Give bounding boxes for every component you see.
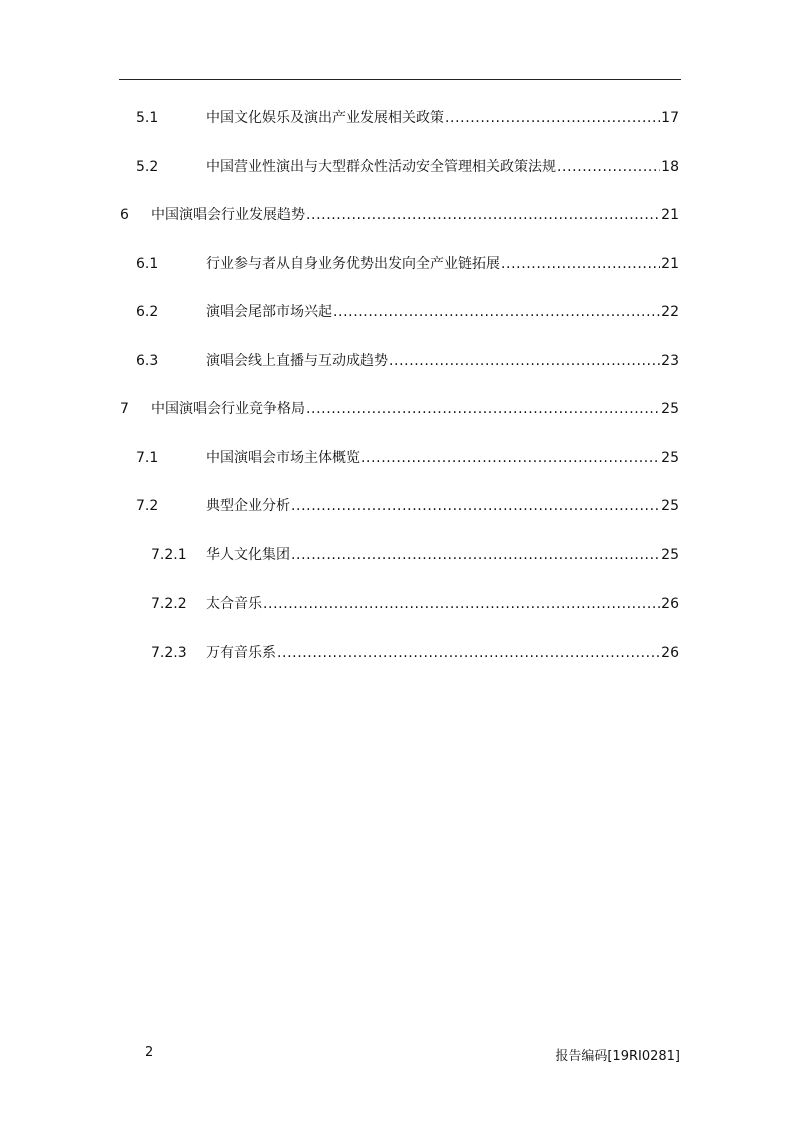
toc-title: 演唱会线上直播与互动成趋势 <box>206 353 388 369</box>
toc-entry-7-2-2[interactable] <box>151 593 679 615</box>
dot-leader <box>291 495 660 517</box>
footer-report-code: 报告编码[19RI0281] <box>555 1049 680 1064</box>
toc-page-number: 26 <box>661 596 679 612</box>
toc-title: 中国文化娱乐及演出产业发展相关政策 <box>206 110 444 126</box>
toc-page-number: 22 <box>661 304 679 320</box>
toc-number: 5.2 <box>136 159 159 175</box>
toc-number: 7.1 <box>136 450 159 466</box>
toc-title: 演唱会尾部市场兴起 <box>206 304 332 320</box>
toc-number: 6.2 <box>136 304 159 320</box>
toc-title: 中国演唱会行业发展趋势 <box>151 207 305 223</box>
toc-entry-7-2-3[interactable] <box>151 642 679 664</box>
toc-entry-5-2[interactable] <box>136 156 679 178</box>
header-rule <box>119 79 681 80</box>
toc-entry-5-1[interactable] <box>136 107 679 129</box>
dot-leader <box>445 107 660 129</box>
toc-page-number: 21 <box>661 207 679 223</box>
dot-leader <box>263 593 660 615</box>
toc-title: 行业参与者从自身业务优势出发向全产业链拓展 <box>206 256 500 272</box>
toc-page-number: 18 <box>661 159 679 175</box>
toc-page-number: 25 <box>661 547 679 563</box>
dot-leader <box>501 253 660 275</box>
toc-number: 6 <box>120 207 129 223</box>
toc-title: 太合音乐 <box>206 596 262 612</box>
dot-leader <box>389 350 660 372</box>
toc-title: 中国营业性演出与大型群众性活动安全管理相关政策法规 <box>206 159 556 175</box>
footer-page-number: 2 <box>145 1045 154 1060</box>
toc-number: 7.2.2 <box>151 596 187 612</box>
toc-page-number: 26 <box>661 645 679 661</box>
toc-title: 万有音乐系 <box>206 645 276 661</box>
toc-page-number: 23 <box>661 353 679 369</box>
toc-entry-7[interactable] <box>120 398 679 420</box>
toc-number: 6.3 <box>136 353 159 369</box>
toc-number: 7.2 <box>136 498 159 514</box>
toc-number: 7.2.1 <box>151 547 187 563</box>
toc-title: 中国演唱会行业竞争格局 <box>151 401 305 417</box>
toc-entry-7-1[interactable] <box>136 447 679 469</box>
toc-entry-6[interactable] <box>120 204 679 226</box>
toc-entry-7-2-1[interactable] <box>151 544 679 566</box>
toc-title: 中国演唱会市场主体概览 <box>206 450 360 466</box>
dot-leader <box>291 544 660 566</box>
dot-leader <box>277 642 660 664</box>
toc-title: 华人文化集团 <box>206 547 290 563</box>
dot-leader <box>333 301 660 323</box>
toc-page-number: 25 <box>661 401 679 417</box>
toc-entry-6-1[interactable] <box>136 253 679 275</box>
toc-entry-6-2[interactable] <box>136 301 679 323</box>
toc-entry-7-2[interactable] <box>136 495 679 517</box>
toc-page-number: 25 <box>661 450 679 466</box>
dot-leader <box>557 156 660 178</box>
dot-leader <box>306 398 660 420</box>
toc-title: 典型企业分析 <box>206 498 290 514</box>
toc-number: 7 <box>120 401 129 417</box>
toc-page-number: 17 <box>661 110 679 126</box>
toc-page-number: 21 <box>661 256 679 272</box>
toc-entry-6-3[interactable] <box>136 350 679 372</box>
dot-leader <box>361 447 660 469</box>
toc-number: 7.2.3 <box>151 645 187 661</box>
toc-number: 5.1 <box>136 110 159 126</box>
toc-page-number: 25 <box>661 498 679 514</box>
toc-number: 6.1 <box>136 256 159 272</box>
dot-leader <box>306 204 660 226</box>
